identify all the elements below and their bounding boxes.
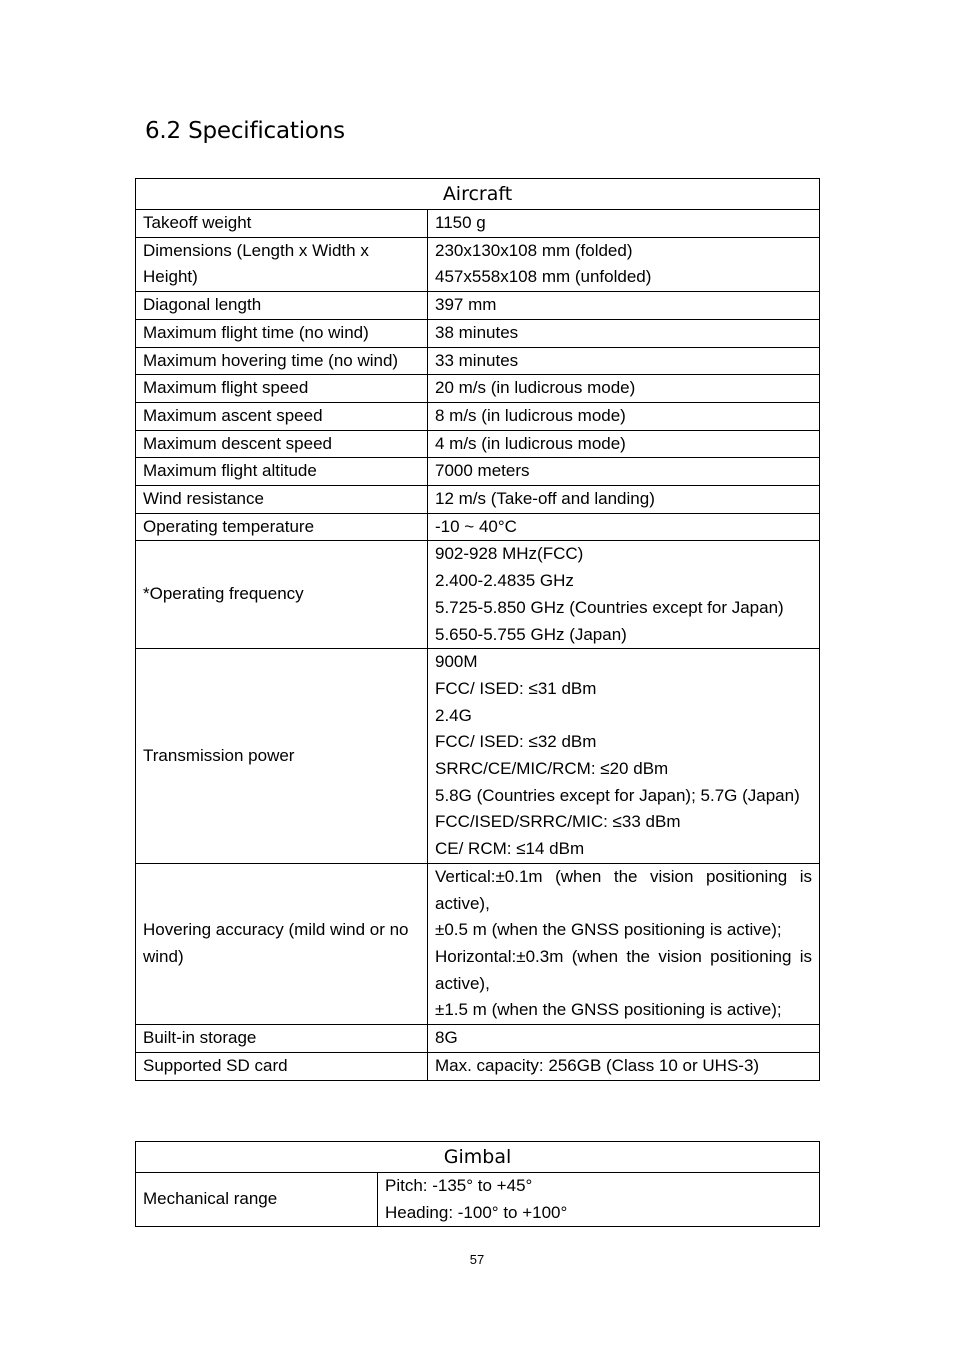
spec-value-line: 900M	[435, 652, 478, 672]
spec-value-line: ±0.5 m (when the GNSS positioning is active);	[435, 920, 782, 940]
spec-value-line: Pitch: -135° to +45°	[385, 1176, 533, 1195]
spec-value-line: 4 m/s (in ludicrous mode)	[435, 433, 626, 453]
spec-value	[428, 375, 820, 403]
table-row	[136, 430, 820, 458]
table-title: Aircraft	[136, 179, 820, 210]
table-row	[136, 486, 820, 514]
spec-value	[428, 1052, 820, 1080]
spec-label: Takeoff weight	[136, 210, 428, 238]
spec-value-line: 2.4G	[435, 705, 472, 725]
table-row	[136, 513, 820, 541]
spec-label: Maximum descent speed	[136, 430, 428, 458]
spec-value-line: 8G	[435, 1028, 458, 1048]
spec-value-line: 902-928 MHz(FCC)	[435, 544, 584, 564]
page-number: 57	[469, 1252, 485, 1267]
table-row	[136, 458, 820, 486]
spec-value	[428, 319, 820, 347]
spec-value	[428, 649, 820, 864]
spec-value-line: -10 ~ 40°C	[435, 516, 517, 536]
spec-value	[428, 541, 820, 649]
spec-label: Maximum hovering time (no wind)	[136, 347, 428, 375]
spec-value-line: 5.8G (Countries except for Japan); 5.7G (Japan)	[435, 785, 800, 805]
table-row	[136, 649, 820, 864]
gimbal-spec-rows	[136, 1173, 820, 1227]
table-title: Gimbal	[136, 1142, 820, 1173]
spec-value	[428, 430, 820, 458]
spec-value-line: 12 m/s (Take-off and landing)	[435, 489, 655, 509]
table-row	[136, 1173, 820, 1227]
spec-value-line: Horizontal:±0.3m (when the vision positioning is active),	[435, 946, 813, 993]
spec-value-line: FCC/ ISED: ≤31 dBm	[435, 678, 597, 698]
spec-value-line: 5.650-5.755 GHz (Japan)	[435, 624, 627, 644]
spec-value-line: 8 m/s (in ludicrous mode)	[435, 405, 626, 425]
spec-value-line: 38 minutes	[435, 322, 519, 342]
spec-label: Transmission power	[136, 649, 428, 864]
table-row	[136, 347, 820, 375]
spec-value	[428, 513, 820, 541]
spec-label: Operating temperature	[136, 513, 428, 541]
table-header-row	[136, 179, 820, 210]
spec-value-line: 397 mm	[435, 295, 497, 315]
spec-value	[428, 402, 820, 430]
table-row	[136, 375, 820, 403]
spec-label: Maximum flight speed	[136, 375, 428, 403]
spec-label: Maximum ascent speed	[136, 402, 428, 430]
page-title: 6.2 Specifications	[145, 118, 345, 144]
spec-value	[428, 458, 820, 486]
spec-value-line: 1150 g	[435, 213, 486, 232]
spec-value-line: Max. capacity: 256GB (Class 10 or UHS-3)	[435, 1055, 760, 1075]
spec-value-line: 20 m/s (in ludicrous mode)	[435, 378, 636, 398]
table-row	[136, 541, 820, 649]
table-row	[136, 292, 820, 320]
table-row	[136, 1025, 820, 1053]
spec-value	[428, 237, 820, 291]
spec-label: *Operating frequency	[136, 541, 428, 649]
spec-value	[428, 486, 820, 514]
spec-label: Supported SD card	[136, 1052, 428, 1080]
spec-value-line: FCC/ISED/SRRC/MIC: ≤33 dBm	[435, 812, 681, 832]
spec-value-line: 7000 meters	[435, 461, 530, 481]
table-row	[136, 210, 820, 238]
spec-value-line: 230x130x108 mm (folded)	[435, 240, 633, 260]
table-header-row	[136, 1142, 820, 1173]
spec-value	[428, 863, 820, 1024]
spec-label: Maximum flight altitude	[136, 458, 428, 486]
gimbal-spec-table	[135, 1141, 820, 1227]
table-row	[136, 863, 820, 1024]
table-row	[136, 402, 820, 430]
spec-label: Hovering accuracy (mild wind or no wind)	[136, 863, 428, 1024]
spec-value	[428, 347, 820, 375]
spec-label: Diagonal length	[136, 292, 428, 320]
spec-value-line: 5.725-5.850 GHz (Countries except for Japan)	[435, 597, 784, 617]
spec-label: Built-in storage	[136, 1025, 428, 1053]
spec-value	[428, 1025, 820, 1053]
spec-value-line: 457x558x108 mm (unfolded)	[435, 267, 652, 287]
table-row	[136, 1052, 820, 1080]
spec-value-line: SRRC/CE/MIC/RCM: ≤20 dBm	[435, 759, 669, 779]
table-row	[136, 319, 820, 347]
spec-label: Mechanical range	[136, 1173, 378, 1227]
spec-label: Dimensions (Length x Width x Height)	[136, 237, 428, 291]
spec-value	[428, 210, 820, 238]
spec-label: Wind resistance	[136, 486, 428, 514]
spec-value-line: 33 minutes	[435, 350, 519, 370]
spec-value-line: Heading: -100° to +100°	[385, 1202, 568, 1222]
spec-value	[428, 292, 820, 320]
spec-value-line: Vertical:±0.1m (when the vision positioning is active),	[435, 866, 813, 913]
table-row	[136, 237, 820, 291]
spec-value-line: 2.400-2.4835 GHz	[435, 571, 574, 591]
spec-label: Maximum flight time (no wind)	[136, 319, 428, 347]
aircraft-spec-rows	[136, 210, 820, 1081]
spec-value	[378, 1173, 820, 1227]
spec-value-line: FCC/ ISED: ≤32 dBm	[435, 732, 597, 752]
spec-value-line: CE/ RCM: ≤14 dBm	[435, 839, 585, 859]
aircraft-spec-table	[135, 178, 820, 1081]
spec-value-line: ±1.5 m (when the GNSS positioning is active);	[435, 1000, 782, 1020]
